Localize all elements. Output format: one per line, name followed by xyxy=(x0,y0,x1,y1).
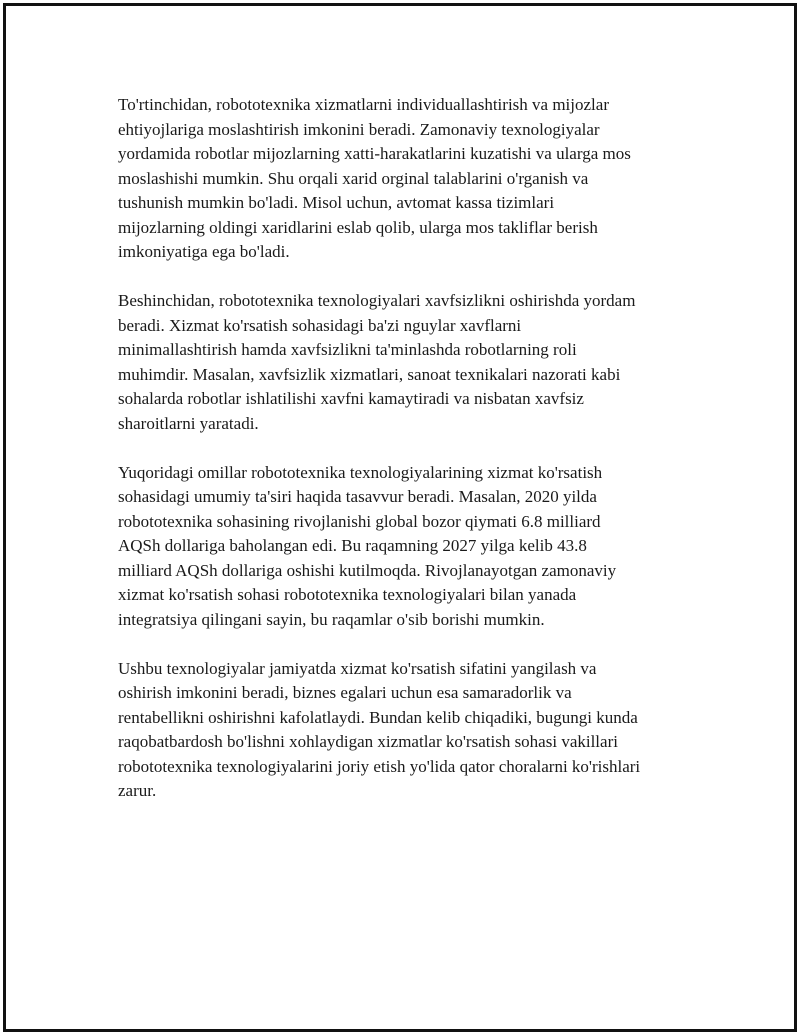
paragraph-1: To'rtinchidan, robototexnika xizmatlarni individuallashtirish va mijozlar ehtiyojlariga moslashtirish imkonini beradi. Zamonaviy texnologiyalar yordamida robotlar mijozlarning xatti-harakatlarini kuzatishi va ularga mos moslashishi mumkin. Shu orqali xarid orginal talablarini o'rganish va tushunish mumkin bo'ladi. Misol uchun, avtomat kassa tizimlari mijozlarning oldingi xaridlarini eslab qolib, ularga mos takliflar berish imkoniyatiga ega bo'ladi. xyxy=(118,95,631,261)
paragraph-3: Yuqoridagi omillar robototexnika texnologiyalarining xizmat ko'rsatish sohasidagi umumiy ta'siri haqida tasavvur beradi. Masalan, 2020 yilda robototexnika sohasining rivojlanishi global bozor qiymati 6.8 milliard AQSh dollariga baholangan edi. Bu raqamning 2027 yilga kelib 43.8 milliard AQSh dollariga oshishi kutilmoqda. Rivojlanayotgan zamonaviy xizmat ko'rsatish sohasi robototexnika texnologiyalari bilan yanada integratsiya qilingani sayin, bu raqamlar o'sib borishi mumkin. xyxy=(118,462,617,629)
document-body xyxy=(118,93,688,828)
paragraph-2: Beshinchidan, robototexnika texnologiyalari xavfsizlikni oshirishda yordam beradi. Xizmat ko'rsatish sohasidagi ba'zi nguylar xavflarni minimallashtirish hamda xavfsizlikni ta'minlashda robotlarning roli muhimdir. Masalan, xavfsizlik xizmatlari, sanoat texnikalari nazorati kabi sohalarda robotlar ishlatilishi xavfni kamaytiradi va nisbatan xavfsiz sharoitlarni yaratadi. xyxy=(118,291,636,433)
paragraph-4: Ushbu texnologiyalar jamiyatda xizmat ko'rsatish sifatini yangilash va oshirish imkonini beradi, biznes egalari uchun esa samaradorlik va rentabellikni oshirishni kafolatlaydi. Bundan kelib chiqadiki, bugungi kunda raqobatbardosh bo'lishni xohlaydigan xizmatlar ko'rsatish sohasi vakillari robototexnika texnologiyalarini joriy etish yo'lida qator choralarni ko'rishlari zarur. xyxy=(118,658,641,800)
